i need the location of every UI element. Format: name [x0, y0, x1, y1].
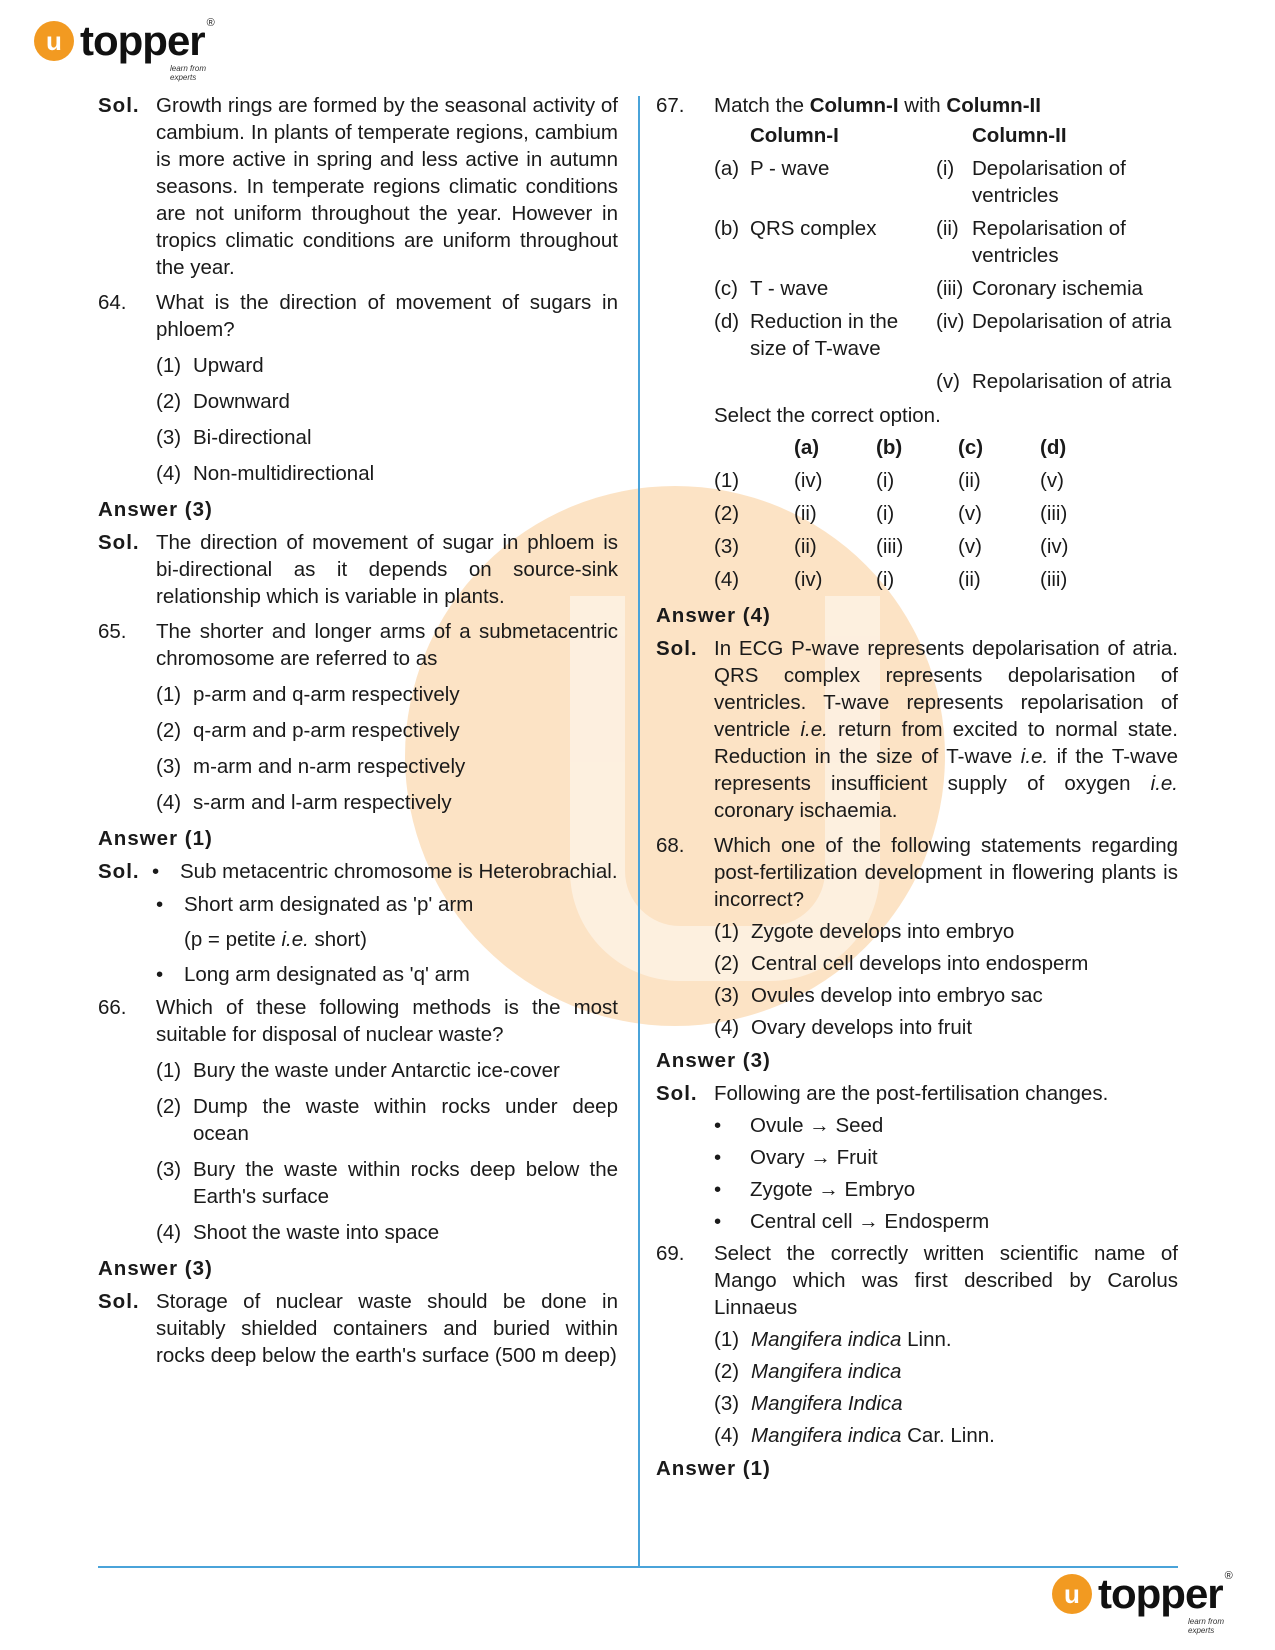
q67-option-2: (2) (ii) (i) (v) (iii) [714, 502, 1068, 525]
q67-row-b: (b) QRS complex (ii) Repolarisation of ventricles [714, 217, 1126, 267]
q69-option-3: (3) Mangifera Indica [714, 1392, 903, 1415]
q67-options-table: (a) (b) (c) (d) (1) (iv) (i) (ii) (v) (2) (ii) (i) (v) (iii) (3) (ii) (iii) (v) (iv) (4) (iv) (i) (ii) (iii) [714, 431, 1122, 596]
question-65: 65. The shorter and longer arms of a submetacentric chromosome are referred to as [98, 620, 618, 670]
q67-row-e: (v) Repolarisation of atria [936, 370, 1172, 393]
q65-solution: Sol. • Sub metacentric chromosome is Heterobrachial. [98, 860, 618, 883]
q64-solution: Sol. The direction of movement of sugar in phloem is bi-directional as it depends on source-sink relationship which is variable in plants. [98, 531, 618, 608]
q65-sub-note: (p = petite i.e. short) [184, 928, 367, 951]
q67-option-1: (1) (iv) (i) (ii) (v) [714, 469, 1064, 492]
q65-option-3: (3) m-arm and n-arm respectively [156, 755, 466, 778]
footer-rule [98, 1566, 1178, 1568]
logo-icon: u [34, 21, 74, 61]
q63-solution: Sol. Growth rings are formed by the seasonal activity of cambium. In plants of temperate regions, cambium is more active in spring and less active in autumn seasons. In temperate regions climatic conditions are not uniform throughout the year. However in tropics climatic conditions are uniform throughout the year. [98, 94, 618, 279]
q68-bullet-3: • Zygote → Embryo [714, 1178, 916, 1201]
q64-option-2: (2) Downward [156, 390, 290, 413]
q66-option-3: (3) Bury the waste within rocks deep below the Earth's surface [156, 1158, 618, 1208]
q64-option-3: (3) Bi-directional [156, 426, 312, 449]
q69-option-2: (2) Mangifera indica [714, 1360, 902, 1383]
left-column [98, 92, 618, 1369]
q69-option-1: (1) Mangifera indica Linn. [714, 1328, 952, 1351]
q67-row-d: (d) Reduction in the size of T-wave (iv) Depolarisation of atria [714, 310, 1172, 360]
q66-option-4: (4) Shoot the waste into space [156, 1221, 440, 1244]
q67-row-a: (a) P - wave (i) Depolarisation of ventricles [714, 157, 1126, 207]
q65-answer: Answer (1) [98, 827, 213, 850]
q68-option-1: (1) Zygote develops into embryo [714, 920, 1015, 943]
q69-answer: Answer (1) [656, 1457, 771, 1480]
brand-tagline: learn from experts [170, 64, 207, 82]
q64-option-4: (4) Non-multidirectional [156, 462, 375, 485]
right-column [656, 92, 1178, 1488]
q64-answer: Answer (3) [98, 498, 213, 521]
q65-option-2: (2) q-arm and p-arm respectively [156, 719, 460, 742]
q65-bullet-3: • Long arm designated as 'q' arm [156, 963, 470, 986]
brand-tagline: learn from experts [1188, 1617, 1225, 1635]
q68-answer: Answer (3) [656, 1049, 771, 1072]
q68-option-4: (4) Ovary develops into fruit [714, 1016, 973, 1039]
q68-option-2: (2) Central cell develops into endosperm [714, 952, 1089, 975]
registered-mark: ® [206, 17, 215, 29]
q65-bullet-1: • Sub metacentric chromosome is Heterobrachial. [152, 860, 618, 883]
q68-bullet-2: • Ovary → Fruit [714, 1146, 878, 1169]
logo-icon: u [1052, 1574, 1092, 1614]
registered-mark: ® [1224, 1570, 1233, 1582]
q66-answer: Answer (3) [98, 1257, 213, 1280]
question-67: 67. Match the Column-I with Column-II [656, 94, 1041, 117]
q67-solution: Sol. In ECG P-wave represents depolarisation of atria. QRS complex represents depolarisation of ventricles. T-wave represents repolarisation of ventricle i.e. return from excited to normal state. Reduction in the size of T-wave i.e. if the T-wave represents insufficient supply of oxygen i.e. coronary ischaemia. [656, 637, 1179, 822]
q68-solution: Sol. Following are the post-fertilisation changes. [656, 1082, 1109, 1105]
q65-option-1: (1) p-arm and q-arm respectively [156, 683, 460, 706]
brand-name: topper [1098, 1570, 1223, 1617]
q65-option-4: (4) s-arm and l-arm respectively [156, 791, 452, 814]
q67-option-4: (4) (iv) (i) (ii) (iii) [714, 568, 1068, 591]
question-64: 64. What is the direction of movement of sugars in phloem? [98, 291, 618, 341]
q69-option-4: (4) Mangifera indica Car. Linn. [714, 1424, 995, 1447]
brand-name: topper [80, 17, 205, 64]
q66-option-2: (2) Dump the waste within rocks under deep ocean [156, 1095, 618, 1145]
brand-logo-top [34, 17, 215, 82]
column-divider [638, 96, 640, 1566]
q66-option-1: (1) Bury the waste under Antarctic ice-cover [156, 1059, 560, 1082]
q68-bullet-1: • Ovule → Seed [714, 1114, 884, 1137]
q67-row-c: (c) T - wave (iii) Coronary ischemia [714, 277, 1143, 300]
q68-bullet-4: • Central cell → Endosperm [714, 1210, 990, 1233]
question-68: 68. Which one of the following statements regarding post-fertilization development in flowering plants is incorrect? [656, 834, 1178, 911]
q67-option-3: (3) (ii) (iii) (v) (iv) [714, 535, 1069, 558]
brand-logo-bottom [1052, 1570, 1233, 1635]
q67-match-table: Column-I Column-II (a) P - wave (i) Depolarisation of ventricles (b) QRS complex (ii) Repolarisation of ventricles (c) T - wave (iii) Coronary ischemia (d) Reduction in the size of T-wave (iv) Depolarisation of atria (v) Repolarisation of atria [714, 119, 1178, 398]
q64-option-1: (1) Upward [156, 354, 264, 377]
q68-option-3: (3) Ovules develop into embryo sac [714, 984, 1043, 1007]
q65-bullet-2: • Short arm designated as 'p' arm [156, 893, 474, 916]
q67-select-text: Select the correct option. [714, 404, 941, 427]
q67-answer: Answer (4) [656, 604, 771, 627]
q66-solution: Sol. Storage of nuclear waste should be done in suitably shielded containers and buried within rocks deep below the earth's surface (500 m deep) [98, 1290, 618, 1367]
question-69: 69. Select the correctly written scientific name of Mango which was first described by Carolus Linnaeus [656, 1242, 1178, 1319]
question-66: 66. Which of these following methods is the most suitable for disposal of nuclear waste? [98, 996, 618, 1046]
